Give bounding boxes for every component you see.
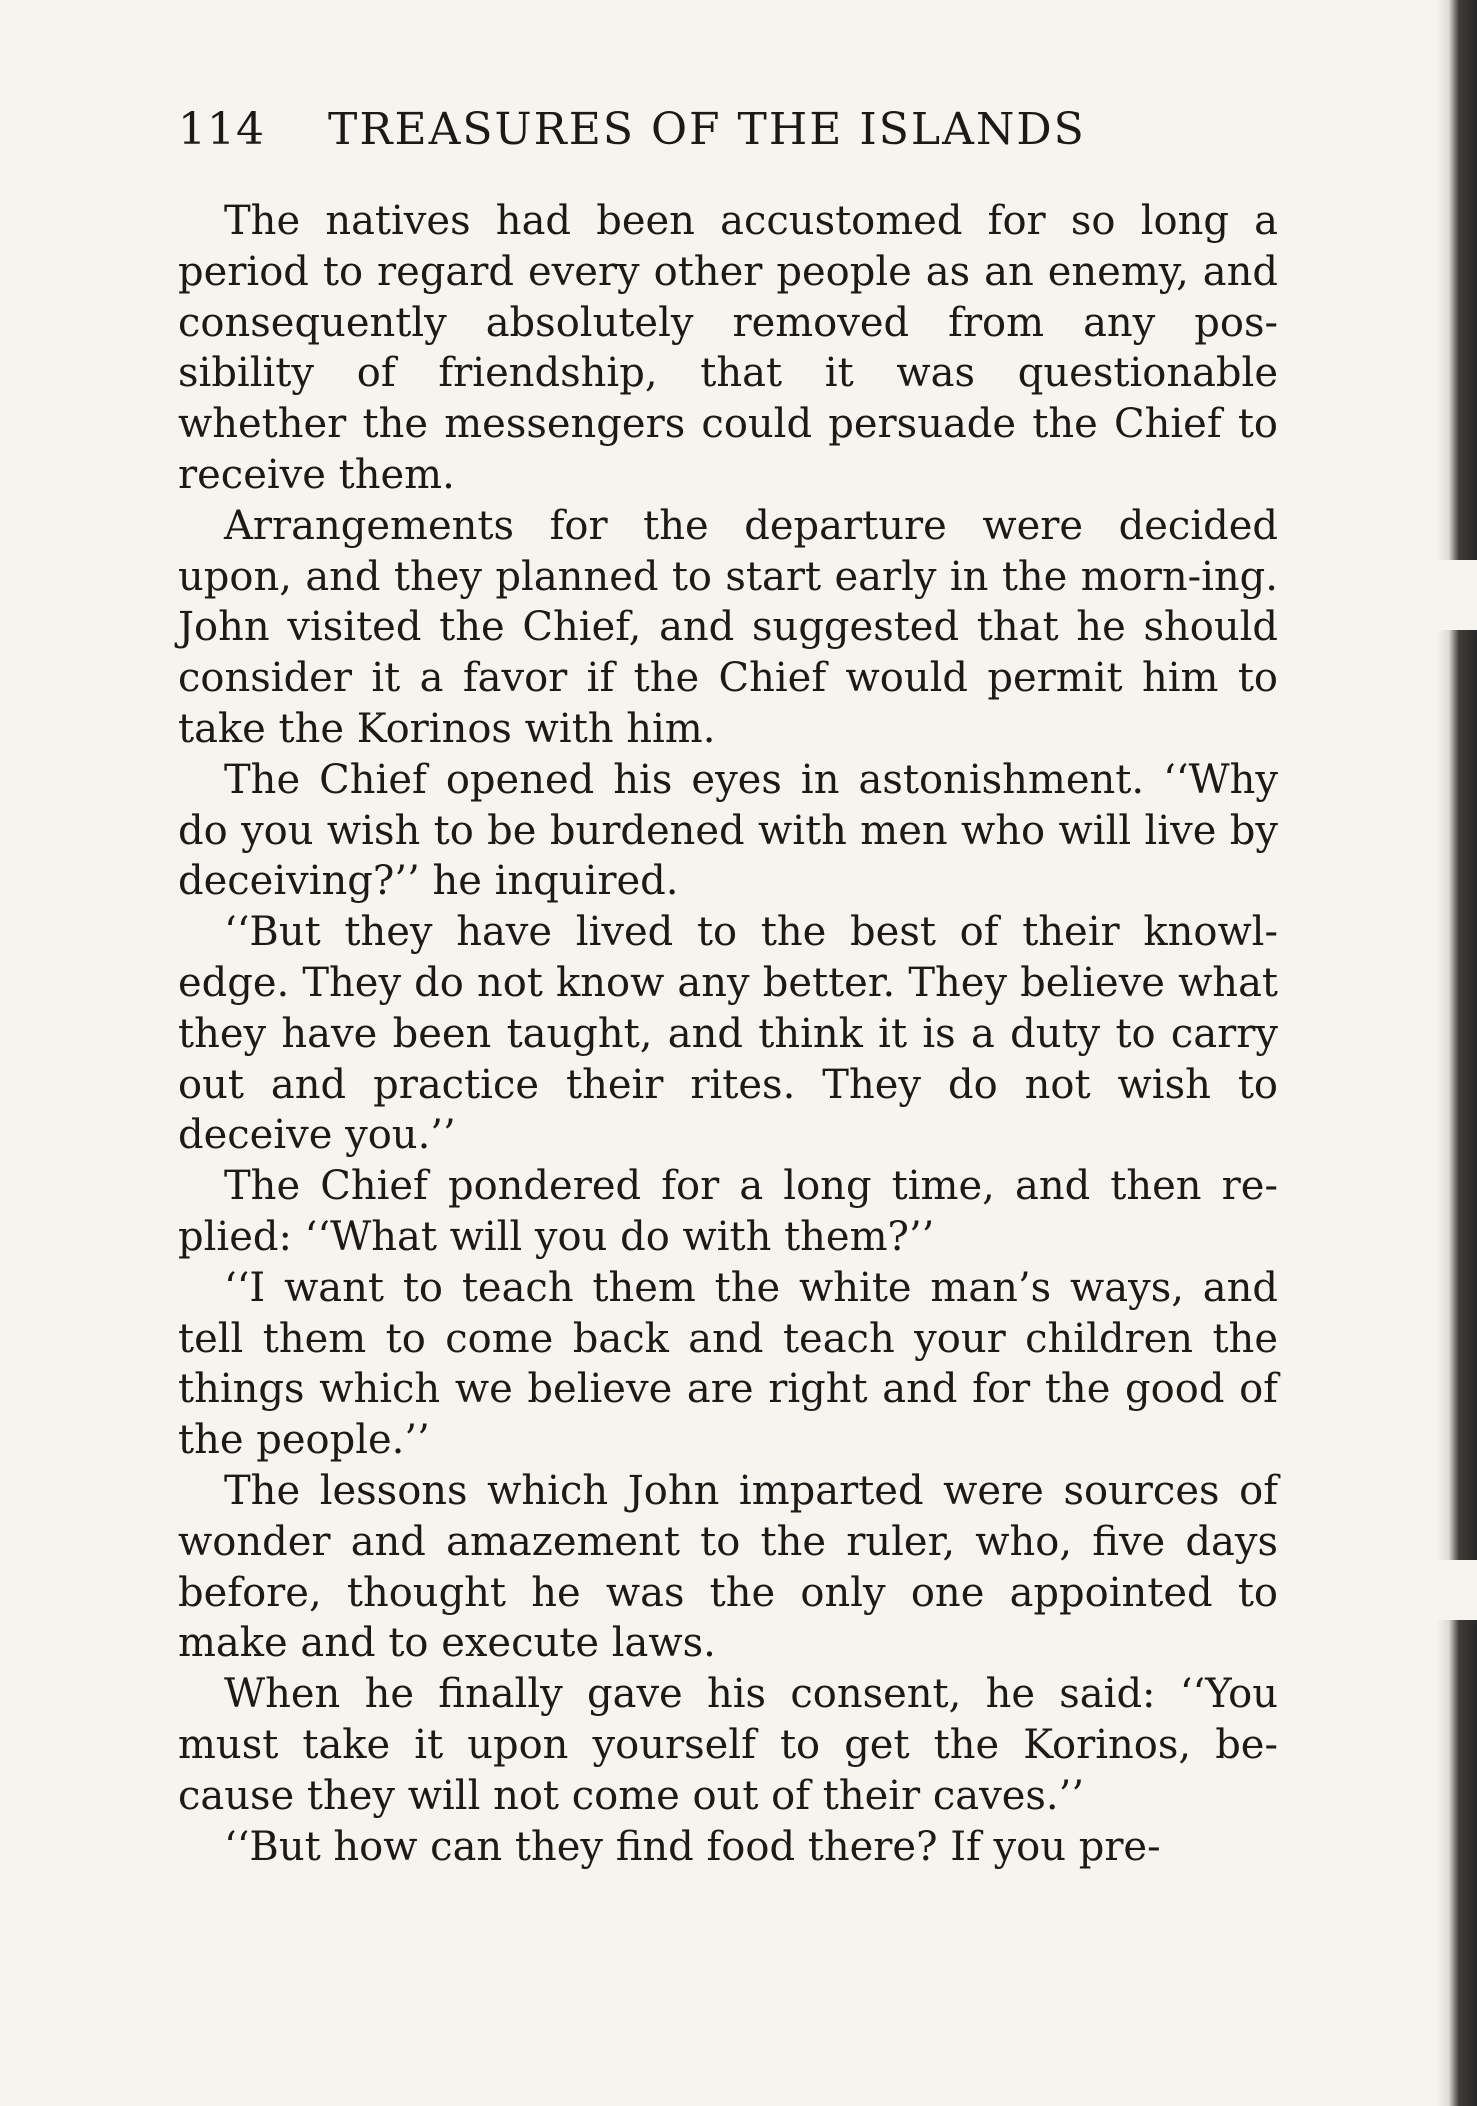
paragraph: When he finally gave his consent, he said: ‘‘You must take it upon yourself to get the Korinos, be-cause they will not come out of their caves.’’ [178,1671,1278,1819]
running-title: TREASURES OF THE ISLANDS [328,104,1086,155]
paragraph: Arrangements for the departure were decided upon, and they planned to start early in the morn-ing. John visited the Chief, and suggested that he should consider it a favor if the Chief would permit him to take the Korinos with him. [178,502,1278,752]
page-binding-edge [1437,0,1477,2106]
binding-edge-gap [1437,1560,1477,1620]
paragraph: The Chief opened his eyes in astonishment. ‘‘Why do you wish to be burdened with men who will live by deceiving?’’ he inquired. [178,756,1278,905]
page-header [178,104,1118,160]
paragraph: ‘‘I want to teach them the white man’s ways, and tell them to come back and teach your children the things which we believe are right and for the good of the people.’’ [178,1264,1278,1464]
paragraph: ‘‘But they have lived to the best of their knowl-edge. They do not know any better. They believe what they have been taught, and think it is a duty to carry out and practice their rites. They do not wish to deceive you.’’ [178,909,1278,1159]
paragraph: The Chief pondered for a long time, and then re-plied: ‘‘What will you do with them?’’ [178,1163,1278,1260]
paragraph: The natives had been accustomed for so long a period to regard every other people as an enemy, and consequently absolutely removed from any pos-sibility of friendship, that it was questionable whether the messengers could persuade the Chief to receive them. [178,198,1278,498]
paragraph: The lessons which John imparted were sources of wonder and amazement to the ruler, who, five days before, thought he was the only one appointed to make and to execute laws. [178,1467,1278,1667]
body-text [178,196,1278,1872]
page-number: 114 [178,104,265,155]
paragraph: ‘‘But how can they find food there? If you pre- [224,1823,1161,1870]
binding-edge-gap [1437,560,1477,630]
